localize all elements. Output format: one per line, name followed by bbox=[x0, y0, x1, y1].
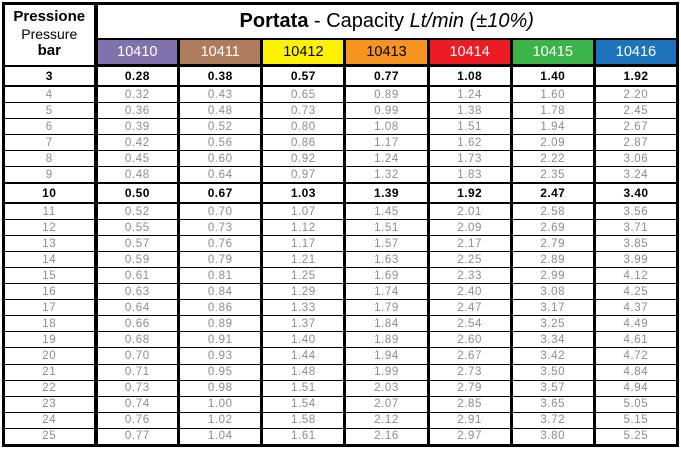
pressure-value: 22 bbox=[4, 380, 96, 396]
capacity-value-10413: 1.51 bbox=[345, 220, 428, 236]
pressure-value: 4 bbox=[4, 86, 96, 103]
capacity-value-10414: 2.09 bbox=[428, 220, 511, 236]
column-header-10415: 10415 bbox=[511, 39, 594, 66]
capacity-value-10413: 2.12 bbox=[345, 412, 428, 428]
capacity-value-10410: 0.28 bbox=[96, 66, 179, 86]
pressure-value: 9 bbox=[4, 167, 96, 184]
capacity-value-10415: 3.50 bbox=[511, 364, 594, 380]
capacity-value-10410: 0.45 bbox=[96, 151, 179, 167]
capacity-value-10415: 3.25 bbox=[511, 316, 594, 332]
capacity-value-10413: 2.16 bbox=[345, 428, 428, 445]
table-row-pressure-18 bbox=[4, 316, 678, 332]
capacity-value-10413: 1.94 bbox=[345, 348, 428, 364]
capacity-value-10414: 2.79 bbox=[428, 380, 511, 396]
pressure-label-english: Pressure bbox=[21, 25, 78, 42]
pressure-value: 18 bbox=[4, 316, 96, 332]
capacity-value-10410: 0.74 bbox=[96, 396, 179, 412]
capacity-value-10411: 0.98 bbox=[179, 380, 262, 396]
capacity-value-10410: 0.71 bbox=[96, 364, 179, 380]
table-row-pressure-23 bbox=[4, 396, 678, 412]
capacity-value-10412: 1.51 bbox=[262, 380, 345, 396]
capacity-value-10416: 2.67 bbox=[594, 119, 677, 135]
capacity-value-10411: 0.84 bbox=[179, 284, 262, 300]
capacity-title bbox=[96, 4, 678, 39]
capacity-value-10412: 1.12 bbox=[262, 220, 345, 236]
capacity-value-10416: 3.56 bbox=[594, 203, 677, 220]
capacity-value-10415: 3.34 bbox=[511, 332, 594, 348]
capacity-value-10413: 1.74 bbox=[345, 284, 428, 300]
capacity-value-10410: 0.59 bbox=[96, 252, 179, 268]
capacity-value-10412: 1.33 bbox=[262, 300, 345, 316]
capacity-value-10410: 0.52 bbox=[96, 203, 179, 220]
capacity-value-10411: 0.60 bbox=[179, 151, 262, 167]
capacity-value-10411: 0.56 bbox=[179, 135, 262, 151]
capacity-value-10416: 3.85 bbox=[594, 236, 677, 252]
capacity-value-10415: 3.80 bbox=[511, 428, 594, 445]
capacity-value-10416: 4.25 bbox=[594, 284, 677, 300]
table-row-pressure-3 bbox=[4, 66, 678, 86]
capacity-value-10410: 0.68 bbox=[96, 332, 179, 348]
table-row-pressure-7 bbox=[4, 135, 678, 151]
capacity-value-10411: 0.95 bbox=[179, 364, 262, 380]
capacity-value-10411: 0.79 bbox=[179, 252, 262, 268]
capacity-value-10416: 4.37 bbox=[594, 300, 677, 316]
pressure-label-italian: Pressione bbox=[13, 8, 86, 25]
pressure-value: 3 bbox=[4, 66, 96, 86]
table-row-pressure-25 bbox=[4, 428, 678, 445]
capacity-value-10410: 0.76 bbox=[96, 412, 179, 428]
table-row-pressure-24 bbox=[4, 412, 678, 428]
capacity-value-10414: 2.54 bbox=[428, 316, 511, 332]
capacity-value-10416: 4.61 bbox=[594, 332, 677, 348]
capacity-value-10413: 2.07 bbox=[345, 396, 428, 412]
capacity-value-10414: 1.62 bbox=[428, 135, 511, 151]
capacity-value-10412: 0.97 bbox=[262, 167, 345, 184]
capacity-value-10411: 0.81 bbox=[179, 268, 262, 284]
pressure-value: 14 bbox=[4, 252, 96, 268]
table-row-pressure-10 bbox=[4, 183, 678, 203]
table-row-pressure-11 bbox=[4, 203, 678, 220]
capacity-value-10416: 4.72 bbox=[594, 348, 677, 364]
pressure-value: 10 bbox=[4, 183, 96, 203]
capacity-value-10415: 3.65 bbox=[511, 396, 594, 412]
capacity-value-10413: 0.89 bbox=[345, 86, 428, 103]
pressure-value: 23 bbox=[4, 396, 96, 412]
capacity-value-10413: 1.08 bbox=[345, 119, 428, 135]
capacity-value-10412: 1.44 bbox=[262, 348, 345, 364]
capacity-value-10415: 3.57 bbox=[511, 380, 594, 396]
capacity-value-10413: 1.79 bbox=[345, 300, 428, 316]
capacity-value-10416: 5.05 bbox=[594, 396, 677, 412]
capacity-value-10416: 3.71 bbox=[594, 220, 677, 236]
capacity-value-10411: 0.52 bbox=[179, 119, 262, 135]
capacity-value-10410: 0.64 bbox=[96, 300, 179, 316]
capacity-value-10414: 2.17 bbox=[428, 236, 511, 252]
capacity-value-10413: 1.84 bbox=[345, 316, 428, 332]
pressure-value: 6 bbox=[4, 119, 96, 135]
column-header-10410: 10410 bbox=[96, 39, 179, 66]
capacity-value-10414: 1.08 bbox=[428, 66, 511, 86]
capacity-value-10413: 1.24 bbox=[345, 151, 428, 167]
capacity-value-10414: 2.73 bbox=[428, 364, 511, 380]
capacity-value-10412: 1.40 bbox=[262, 332, 345, 348]
capacity-value-10412: 1.07 bbox=[262, 203, 345, 220]
capacity-value-10411: 0.64 bbox=[179, 167, 262, 184]
capacity-value-10415: 2.69 bbox=[511, 220, 594, 236]
capacity-value-10412: 1.25 bbox=[262, 268, 345, 284]
pressure-value: 13 bbox=[4, 236, 96, 252]
table-row-pressure-4 bbox=[4, 86, 678, 103]
capacity-value-10416: 1.92 bbox=[594, 66, 677, 86]
capacity-value-10414: 1.51 bbox=[428, 119, 511, 135]
table-row-pressure-16 bbox=[4, 284, 678, 300]
pressure-unit-label: bar bbox=[37, 41, 61, 59]
table-row-pressure-20 bbox=[4, 348, 678, 364]
capacity-value-10410: 0.70 bbox=[96, 348, 179, 364]
capacity-value-10410: 0.55 bbox=[96, 220, 179, 236]
capacity-value-10415: 2.09 bbox=[511, 135, 594, 151]
pressure-value: 15 bbox=[4, 268, 96, 284]
capacity-value-10416: 5.25 bbox=[594, 428, 677, 445]
column-header-10414: 10414 bbox=[428, 39, 511, 66]
capacity-value-10411: 1.04 bbox=[179, 428, 262, 445]
table-row-pressure-6 bbox=[4, 119, 678, 135]
pressure-header-cell bbox=[4, 4, 96, 66]
capacity-value-10416: 3.06 bbox=[594, 151, 677, 167]
capacity-value-10411: 0.67 bbox=[179, 183, 262, 203]
pressure-value: 8 bbox=[4, 151, 96, 167]
capacity-value-10411: 0.91 bbox=[179, 332, 262, 348]
capacity-value-10412: 1.29 bbox=[262, 284, 345, 300]
capacity-value-10412: 0.80 bbox=[262, 119, 345, 135]
capacity-value-10412: 0.86 bbox=[262, 135, 345, 151]
capacity-value-10411: 0.93 bbox=[179, 348, 262, 364]
capacity-value-10411: 0.73 bbox=[179, 220, 262, 236]
capacity-value-10415: 2.79 bbox=[511, 236, 594, 252]
pressure-value: 20 bbox=[4, 348, 96, 364]
capacity-value-10415: 2.35 bbox=[511, 167, 594, 184]
capacity-value-10412: 0.57 bbox=[262, 66, 345, 86]
capacity-value-10411: 0.86 bbox=[179, 300, 262, 316]
pressure-value: 5 bbox=[4, 103, 96, 119]
capacity-value-10412: 1.37 bbox=[262, 316, 345, 332]
capacity-value-10414: 1.38 bbox=[428, 103, 511, 119]
capacity-value-10414: 2.01 bbox=[428, 203, 511, 220]
capacity-value-10410: 0.50 bbox=[96, 183, 179, 203]
capacity-value-10410: 0.63 bbox=[96, 284, 179, 300]
capacity-value-10410: 0.32 bbox=[96, 86, 179, 103]
capacity-value-10415: 1.40 bbox=[511, 66, 594, 86]
capacity-value-10414: 2.67 bbox=[428, 348, 511, 364]
pressure-value: 16 bbox=[4, 284, 96, 300]
pressure-value: 17 bbox=[4, 300, 96, 316]
capacity-value-10416: 2.20 bbox=[594, 86, 677, 103]
capacity-value-10412: 1.48 bbox=[262, 364, 345, 380]
capacity-value-10411: 0.38 bbox=[179, 66, 262, 86]
pressure-value: 24 bbox=[4, 412, 96, 428]
capacity-value-10416: 4.49 bbox=[594, 316, 677, 332]
capacity-value-10414: 2.25 bbox=[428, 252, 511, 268]
capacity-value-10411: 0.76 bbox=[179, 236, 262, 252]
capacity-value-10411: 0.70 bbox=[179, 203, 262, 220]
capacity-value-10413: 1.63 bbox=[345, 252, 428, 268]
capacity-value-10411: 0.89 bbox=[179, 316, 262, 332]
capacity-value-10411: 0.48 bbox=[179, 103, 262, 119]
capacity-title-italian: Portata bbox=[239, 9, 309, 32]
capacity-value-10410: 0.42 bbox=[96, 135, 179, 151]
capacity-value-10414: 1.73 bbox=[428, 151, 511, 167]
capacity-value-10415: 2.22 bbox=[511, 151, 594, 167]
column-header-10411: 10411 bbox=[179, 39, 262, 66]
capacity-value-10410: 0.36 bbox=[96, 103, 179, 119]
capacity-value-10413: 1.45 bbox=[345, 203, 428, 220]
title-row bbox=[4, 4, 678, 39]
capacity-value-10415: 2.99 bbox=[511, 268, 594, 284]
table-row-pressure-8 bbox=[4, 151, 678, 167]
pressure-header-labels bbox=[13, 9, 85, 42]
capacity-title-unit: Lt/min (±10%) bbox=[409, 9, 534, 32]
capacity-value-10416: 3.40 bbox=[594, 183, 677, 203]
table-row-pressure-12 bbox=[4, 220, 678, 236]
table-row-pressure-14 bbox=[4, 252, 678, 268]
capacity-value-10413: 1.17 bbox=[345, 135, 428, 151]
table-header bbox=[4, 4, 678, 66]
pressure-value: 19 bbox=[4, 332, 96, 348]
table-row-pressure-17 bbox=[4, 300, 678, 316]
capacity-value-10414: 2.33 bbox=[428, 268, 511, 284]
table-body bbox=[4, 66, 678, 446]
capacity-value-10412: 0.73 bbox=[262, 103, 345, 119]
capacity-value-10412: 0.92 bbox=[262, 151, 345, 167]
capacity-value-10414: 2.85 bbox=[428, 396, 511, 412]
capacity-value-10415: 3.08 bbox=[511, 284, 594, 300]
capacity-value-10412: 1.03 bbox=[262, 183, 345, 203]
capacity-value-10412: 1.21 bbox=[262, 252, 345, 268]
capacity-value-10410: 0.66 bbox=[96, 316, 179, 332]
capacity-value-10410: 0.61 bbox=[96, 268, 179, 284]
capacity-value-10414: 1.83 bbox=[428, 167, 511, 184]
capacity-value-10415: 2.89 bbox=[511, 252, 594, 268]
capacity-value-10412: 1.61 bbox=[262, 428, 345, 445]
table-row-pressure-19 bbox=[4, 332, 678, 348]
capacity-title-english: - Capacity bbox=[308, 9, 410, 32]
capacity-value-10411: 0.43 bbox=[179, 86, 262, 103]
column-header-10412: 10412 bbox=[262, 39, 345, 66]
column-header-10413: 10413 bbox=[345, 39, 428, 66]
table-row-pressure-21 bbox=[4, 364, 678, 380]
capacity-value-10414: 2.91 bbox=[428, 412, 511, 428]
capacity-value-10415: 1.94 bbox=[511, 119, 594, 135]
pressure-value: 11 bbox=[4, 203, 96, 220]
capacity-value-10410: 0.73 bbox=[96, 380, 179, 396]
capacity-value-10415: 2.47 bbox=[511, 183, 594, 203]
capacity-value-10413: 1.32 bbox=[345, 167, 428, 184]
capacity-value-10414: 2.40 bbox=[428, 284, 511, 300]
capacity-value-10414: 2.60 bbox=[428, 332, 511, 348]
capacity-value-10413: 1.99 bbox=[345, 364, 428, 380]
capacity-value-10413: 0.99 bbox=[345, 103, 428, 119]
pressure-value: 12 bbox=[4, 220, 96, 236]
capacity-value-10415: 3.72 bbox=[511, 412, 594, 428]
capacity-value-10411: 1.00 bbox=[179, 396, 262, 412]
capacity-value-10415: 1.78 bbox=[511, 103, 594, 119]
column-header-10416: 10416 bbox=[594, 39, 677, 66]
table-row-pressure-5 bbox=[4, 103, 678, 119]
capacity-value-10416: 4.94 bbox=[594, 380, 677, 396]
capacity-value-10416: 5.15 bbox=[594, 412, 677, 428]
capacity-value-10414: 1.24 bbox=[428, 86, 511, 103]
table-row-pressure-22 bbox=[4, 380, 678, 396]
capacity-value-10414: 2.47 bbox=[428, 300, 511, 316]
table-row-pressure-9 bbox=[4, 167, 678, 184]
capacity-value-10416: 3.24 bbox=[594, 167, 677, 184]
capacity-value-10413: 1.89 bbox=[345, 332, 428, 348]
capacity-value-10414: 2.97 bbox=[428, 428, 511, 445]
capacity-value-10416: 4.12 bbox=[594, 268, 677, 284]
capacity-value-10413: 2.03 bbox=[345, 380, 428, 396]
table-row-pressure-15 bbox=[4, 268, 678, 284]
capacity-value-10415: 1.60 bbox=[511, 86, 594, 103]
capacity-value-10413: 0.77 bbox=[345, 66, 428, 86]
capacity-value-10412: 1.58 bbox=[262, 412, 345, 428]
capacity-value-10410: 0.57 bbox=[96, 236, 179, 252]
capacity-value-10416: 3.99 bbox=[594, 252, 677, 268]
capacity-value-10416: 2.87 bbox=[594, 135, 677, 151]
pressure-value: 21 bbox=[4, 364, 96, 380]
capacity-value-10410: 0.77 bbox=[96, 428, 179, 445]
capacity-value-10413: 1.39 bbox=[345, 183, 428, 203]
capacity-value-10413: 1.69 bbox=[345, 268, 428, 284]
capacity-table bbox=[2, 2, 679, 447]
capacity-value-10416: 4.84 bbox=[594, 364, 677, 380]
capacity-value-10415: 3.42 bbox=[511, 348, 594, 364]
capacity-value-10412: 1.54 bbox=[262, 396, 345, 412]
capacity-value-10415: 2.58 bbox=[511, 203, 594, 220]
capacity-value-10414: 1.92 bbox=[428, 183, 511, 203]
capacity-value-10412: 1.17 bbox=[262, 236, 345, 252]
capacity-value-10410: 0.48 bbox=[96, 167, 179, 184]
capacity-value-10413: 1.57 bbox=[345, 236, 428, 252]
table-row-pressure-13 bbox=[4, 236, 678, 252]
capacity-value-10415: 3.17 bbox=[511, 300, 594, 316]
capacity-value-10412: 0.65 bbox=[262, 86, 345, 103]
capacity-value-10416: 2.45 bbox=[594, 103, 677, 119]
capacity-value-10411: 1.02 bbox=[179, 412, 262, 428]
pressure-value: 7 bbox=[4, 135, 96, 151]
capacity-value-10410: 0.39 bbox=[96, 119, 179, 135]
column-headers-row bbox=[4, 39, 678, 66]
pressure-value: 25 bbox=[4, 428, 96, 445]
